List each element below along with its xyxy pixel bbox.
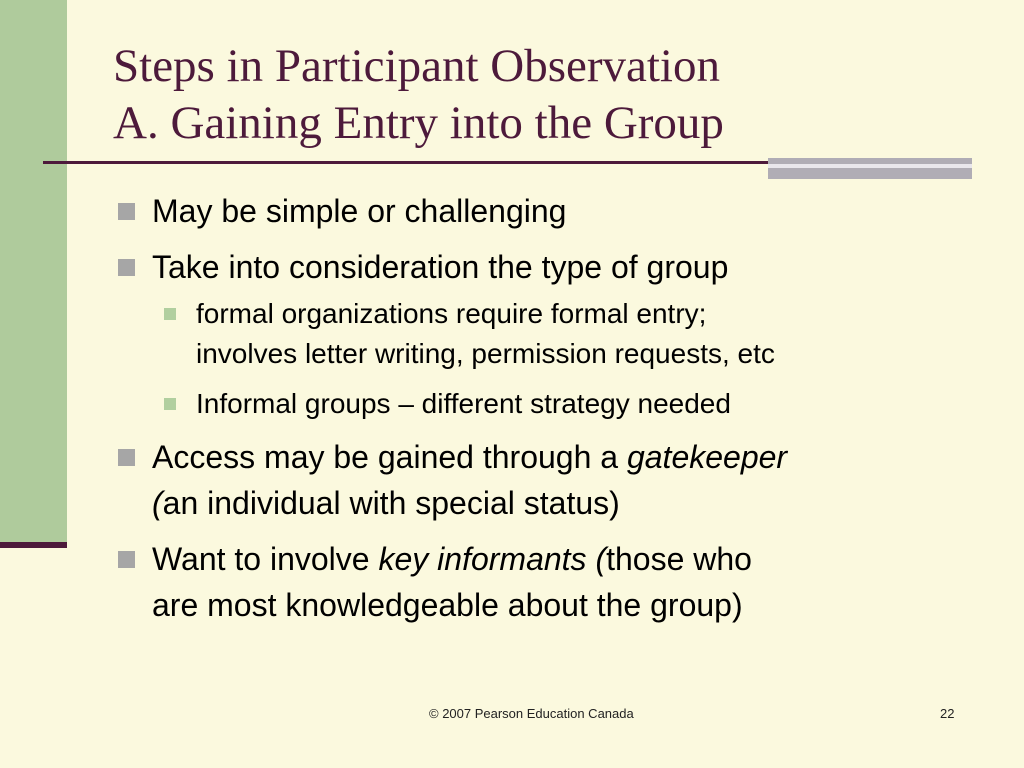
square-bullet-icon bbox=[164, 308, 176, 320]
sub-bullet-text-line2: involves letter writing, permission requests, etc bbox=[196, 338, 775, 369]
slide-title bbox=[113, 38, 973, 152]
square-bullet-icon bbox=[118, 551, 135, 568]
square-bullet-icon bbox=[118, 259, 135, 276]
slide-title-line1: Steps in Participant Observation bbox=[113, 40, 720, 92]
bullet-text-emphasis: key informants ( bbox=[378, 541, 607, 577]
square-bullet-icon bbox=[164, 398, 176, 410]
bullet-text-pre: Access may be gained through a bbox=[152, 439, 627, 475]
title-accent-stripe bbox=[768, 164, 972, 168]
square-bullet-icon bbox=[118, 449, 135, 466]
slide-number: 22 bbox=[940, 706, 955, 721]
bullet-item bbox=[118, 244, 988, 290]
bullet-text: Take into consideration the type of group bbox=[152, 249, 729, 285]
bullet-item bbox=[118, 536, 988, 628]
bullet-text-post: those who bbox=[606, 541, 752, 577]
square-bullet-icon bbox=[118, 203, 135, 220]
title-accent-bar bbox=[768, 158, 972, 179]
bullet-text-emphasis: gatekeeper bbox=[626, 439, 788, 475]
sub-bullet-item bbox=[164, 384, 988, 424]
sub-bullet-text: Informal groups – different strategy needed bbox=[196, 388, 731, 419]
sub-bullet-item bbox=[164, 294, 988, 374]
bullet-text-pre: Want to involve bbox=[152, 541, 379, 577]
side-bar-decoration bbox=[0, 0, 67, 545]
slide-title-line2: A. Gaining Entry into the Group bbox=[113, 97, 724, 149]
bullet-item bbox=[118, 188, 988, 234]
bullet-text: May be simple or challenging bbox=[152, 193, 567, 229]
side-bar-underline bbox=[0, 542, 67, 548]
bullet-item bbox=[118, 434, 988, 526]
bullet-text-line2: are most knowledgeable about the group) bbox=[152, 587, 743, 623]
bullet-text-paren: ( bbox=[152, 485, 163, 521]
footer-copyright: © 2007 Pearson Education Canada bbox=[429, 706, 634, 721]
slide-content bbox=[118, 188, 988, 638]
bullet-text-line2: an individual with special status) bbox=[162, 485, 620, 521]
sub-bullet-text-line1: formal organizations require formal entry; bbox=[196, 298, 707, 329]
title-divider bbox=[43, 161, 773, 164]
